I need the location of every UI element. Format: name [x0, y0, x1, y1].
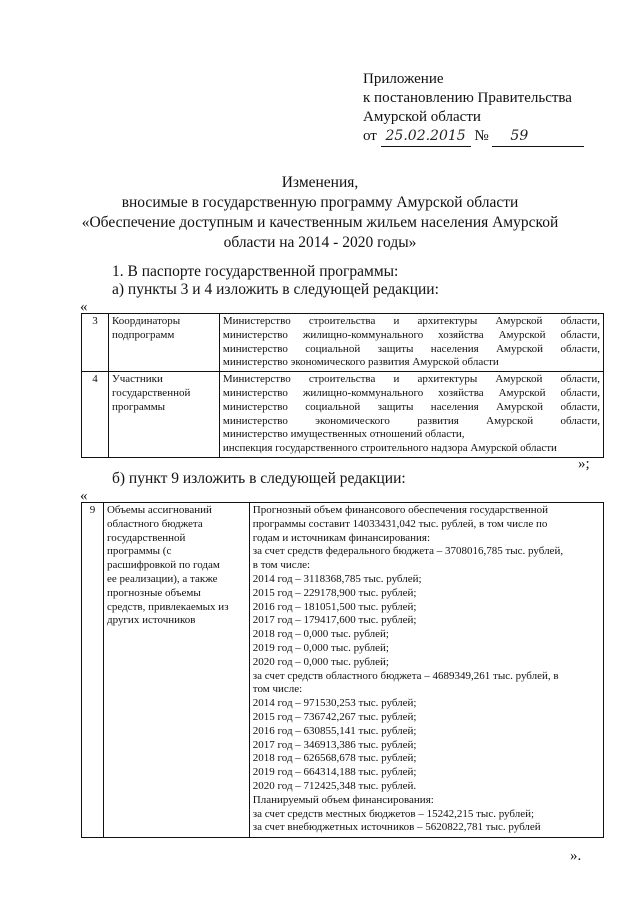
- content-line: в том числе:: [252, 559, 311, 572]
- row-name: [103, 503, 249, 838]
- content-line: министерство экономического развития Амурской области,: [222, 414, 600, 427]
- row-name-line: государственной: [106, 531, 186, 544]
- content-line: 2015 год – 229178,900 тыс. рублей;: [252, 586, 417, 599]
- content-line: 2018 год – 0,000 тыс. рублей;: [252, 628, 389, 641]
- content-line: 2015 год – 736742,267 тыс. рублей;: [252, 710, 417, 723]
- row-content: [249, 503, 603, 838]
- passport-table-b: [81, 502, 604, 838]
- row-name-line: других источников: [106, 614, 196, 627]
- row-name-line: прогнозные объемы: [106, 586, 201, 599]
- section-1-sub-b: б) пункт 9 изложить в следующей редакции:: [112, 470, 406, 487]
- row-content: [219, 372, 603, 458]
- row-name-line: Объемы ассигнований: [106, 504, 212, 516]
- date-prefix: от: [363, 128, 377, 144]
- row-name-line: программы: [111, 400, 166, 413]
- date-value: 25.02.2015: [381, 127, 471, 147]
- content-line: том числе:: [252, 683, 303, 696]
- content-line: министерство экономического развития Амурской области: [222, 356, 499, 369]
- content-line: за счет средств областного бюджета – 4689349,261 тыс. рублей, в: [252, 669, 559, 682]
- row-name-line: государственной: [111, 386, 191, 399]
- content-line: программы составит 14033431,042 тыс. рублей, в том числе по: [252, 517, 548, 530]
- content-line: 2014 год – 971530,253 тыс. рублей;: [252, 697, 417, 710]
- row-content: [219, 314, 603, 372]
- row-name: [108, 372, 219, 458]
- appendix-header: [363, 70, 584, 147]
- title-line-3: «Обеспечение доступным и качественным жильем населения Амурской: [81, 214, 559, 231]
- open-quote-a: «: [80, 299, 88, 315]
- content-line: 2017 год – 346913,386 тыс. рублей;: [252, 738, 417, 751]
- row-name: [108, 314, 219, 372]
- content-line: министерство жилищно-коммунального хозяйства Амурской области,: [222, 328, 600, 341]
- close-quote-b: ».: [570, 848, 582, 864]
- section-1-sub-a: а) пункты 3 и 4 изложить в следующей редакции:: [112, 281, 439, 298]
- content-line: инспекция государственного строительного надзора Амурской области: [222, 442, 557, 455]
- row-name-line: областного бюджета: [106, 517, 203, 530]
- content-line: 2014 год – 3118368,785 тыс. рублей;: [252, 572, 422, 585]
- row-name-line: Координаторы: [111, 315, 181, 327]
- close-quote-a: »;: [578, 456, 590, 472]
- content-line: 2019 год – 0,000 тыс. рублей;: [252, 641, 389, 654]
- content-line: министерство социальной защиты населения Амурской области,: [222, 400, 600, 413]
- content-line: 2020 год – 0,000 тыс. рублей;: [252, 655, 389, 668]
- content-line: 2016 год – 630855,141 тыс. рублей;: [252, 724, 417, 737]
- content-line: министерство социальной защиты населения Амурской области,: [222, 342, 600, 355]
- content-line: 2016 год – 181051,500 тыс. рублей;: [252, 600, 417, 613]
- date-number-line: [363, 127, 584, 147]
- title-line-4: области на 2014 - 2020 годы»: [223, 234, 417, 251]
- row-name-line: программы (с: [106, 545, 172, 558]
- table-row: [82, 372, 604, 458]
- row-name-line: ее реализации), а также: [106, 572, 218, 585]
- number-prefix: №: [474, 128, 489, 144]
- content-line: годам и источникам финансирования:: [252, 531, 431, 544]
- document-title: [0, 173, 640, 253]
- number-value: 59: [492, 127, 584, 147]
- row-number: 3: [82, 314, 109, 372]
- open-quote-b: «: [80, 488, 88, 504]
- region-label: Амурской области: [363, 109, 481, 125]
- content-line: Министерство строительства и архитектуры Амурской области,: [222, 373, 600, 386]
- title-line-1: Изменения,: [281, 174, 359, 191]
- row-name-line: подпрограмм: [111, 328, 175, 341]
- row-number: 4: [82, 372, 109, 458]
- row-name-line: Участники: [111, 373, 163, 386]
- passport-table-a: [81, 313, 604, 458]
- content-line: за счет средств федерального бюджета – 3708016,785 тыс. рублей,: [252, 545, 564, 558]
- content-line: Прогнозный объем финансового обеспечения государственной: [252, 504, 549, 516]
- title-line-2: вносимые в государственную программу Амурской области: [121, 194, 519, 211]
- content-line: 2020 год – 712425,348 тыс. рублей.: [252, 779, 417, 792]
- content-line: за счет внебюджетных источников – 5620822,781 тыс. рублей: [252, 821, 541, 834]
- content-line: министерство жилищно-коммунального хозяйства Амурской области,: [222, 386, 600, 399]
- content-line: Министерство строительства и архитектуры Амурской области,: [222, 315, 600, 327]
- row-name-line: расшифровкой по годам: [106, 559, 220, 572]
- table-row: [82, 314, 604, 372]
- content-line: за счет средств местных бюджетов – 15242,215 тыс. рублей;: [252, 807, 535, 820]
- content-line: 2017 год – 179417,600 тыс. рублей;: [252, 614, 417, 627]
- content-line: 2019 год – 664314,188 тыс. рублей;: [252, 766, 417, 779]
- appendix-label: Приложение: [363, 71, 444, 87]
- section-1-heading: 1. В паспорте государственной программы:: [112, 263, 399, 280]
- row-number: 9: [82, 503, 104, 838]
- row-name-line: средств, привлекаемых из: [106, 600, 229, 613]
- table-row: [82, 503, 604, 838]
- resolution-label: к постановлению Правительства: [363, 90, 572, 106]
- content-line: 2018 год – 626568,678 тыс. рублей;: [252, 752, 417, 765]
- content-line: Планируемый объем финансирования:: [252, 793, 434, 806]
- content-line: министерство имущественных отношений области,: [222, 428, 465, 441]
